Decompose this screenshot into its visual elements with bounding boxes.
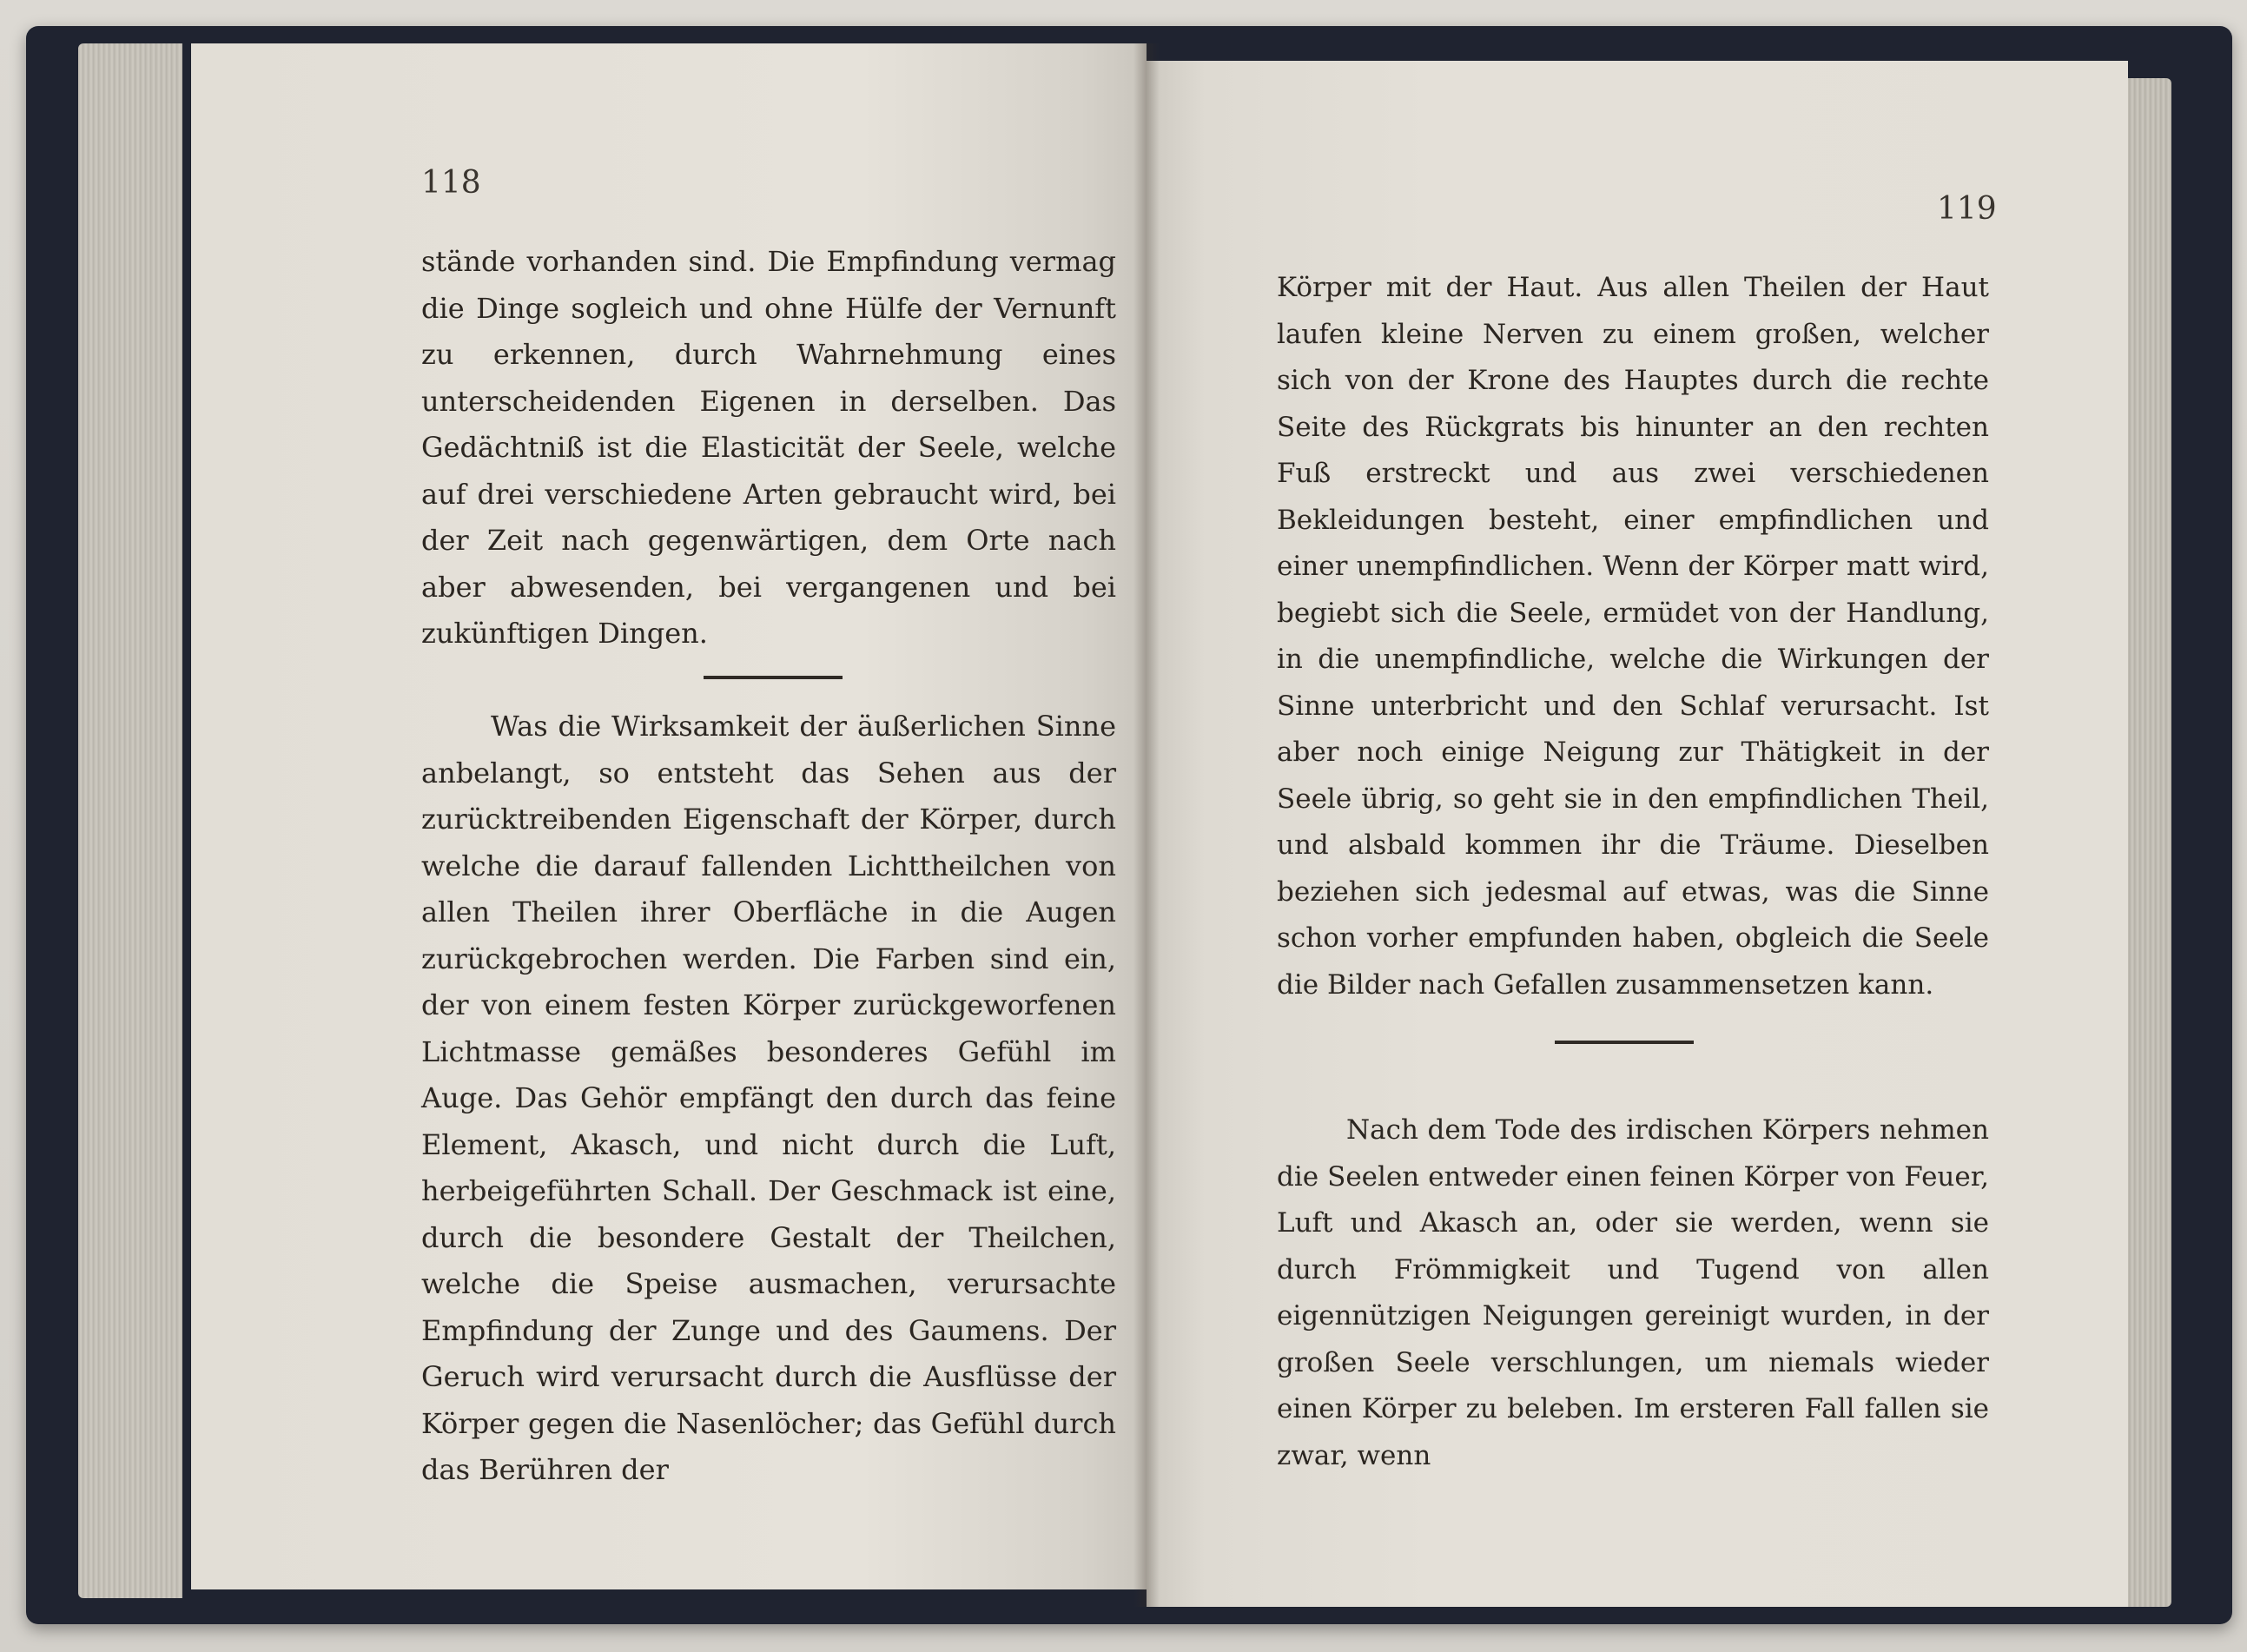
right-page [1147, 61, 2128, 1607]
page-number-left: 118 [421, 165, 481, 201]
section-divider-right [1555, 1041, 1694, 1044]
open-book [26, 26, 2232, 1624]
left-paragraph-new-text: Was die Wirksamkeit der äußerlichen Sinne anbelangt, so entsteht das Sehen aus der zurücktreibenden Eigenschaft der Körper, durch welche die darauf fallenden Lichttheilchen von allen Theilen ihrer Oberfläche in die Augen zurückgebrochen werden. Die Farben sind ein, der von einem festen Körper zurückgeworfenen Lichtmasse gemäßes besonderes Gefühl im Auge. Das Gehör empfängt den durch das feine Element, Akasch, und nicht durch die Luft, herbeigeführten Schall. Der Geschmack ist eine, durch die besondere Gestalt der Theilchen, welche die Speise ausmachen, verursachte Empfindung der Zunge und des Gaumens. Der Geruch wird verursacht durch die Ausflüsse der Körper gegen die Nasenlöcher; das Gefühl durch das Berühren der [421, 710, 1116, 1486]
left-paragraph-continued-text: stände vorhanden sind. Die Empfindung vermag die Dinge sogleich und ohne Hülfe der Vernunft zu erkennen, durch Wahrnehmung eines unterscheidenden Eigenen in derselben. Das Gedächtniß ist die Elasticität der Seele, welche auf drei verschiedene Arten gebraucht wird, bei der Zeit nach gegenwärtigen, dem Orte nach aber abwesenden, bei vergangenen und bei zukünftigen Dingen. [421, 245, 1116, 650]
right-paragraph-continued [1277, 265, 1989, 1008]
left-paragraph-continued [421, 239, 1116, 657]
right-paragraph-new-text: Nach dem Tode des irdischen Körpers nehmen die Seelen entweder einen feinen Körper von Feuer, Luft und Akasch an, oder sie werden, wenn sie durch Frömmigkeit und Tugend von allen eigennützigen Neigungen gereinigt wurden, in der großen Seele verschlungen, um niemals wieder einen Körper zu beleben. Im ersteren Fall fallen sie zwar, wenn [1277, 1114, 1989, 1471]
page-edges-left [78, 43, 182, 1598]
page-number-right: 119 [1937, 191, 1997, 227]
book-gutter [1133, 43, 1160, 1607]
right-paragraph-new [1277, 1107, 1989, 1479]
right-paragraph-continued-text: Körper mit der Haut. Aus allen Theilen der Haut laufen kleine Nerven zu einem großen, welcher sich von der Krone des Hauptes durch die rechte Seite des Rückgrats bis hinunter an den rechten Fuß erstreckt und aus zwei verschiedenen Bekleidungen besteht, einer empfindlichen und einer unempfindlichen. Wenn der Körper matt wird, begiebt sich die Seele, ermüdet von der Handlung, in die unempfindliche, welche die Wirkungen der Sinne unterbricht und den Schlaf verursacht. Ist aber noch einige Neigung zur Thätigkeit in der Seele übrig, so geht sie in den empfindlichen Theil, und alsbald kommen ihr die Träume. Dieselben beziehen sich jedesmal auf etwas, was die Sinne schon vorher empfunden haben, obgleich die Seele die Bilder nach Gefallen zusammensetzen kann. [1277, 272, 1989, 1001]
left-page [191, 43, 1147, 1589]
section-divider-left [704, 676, 843, 679]
left-paragraph-new [421, 704, 1116, 1494]
